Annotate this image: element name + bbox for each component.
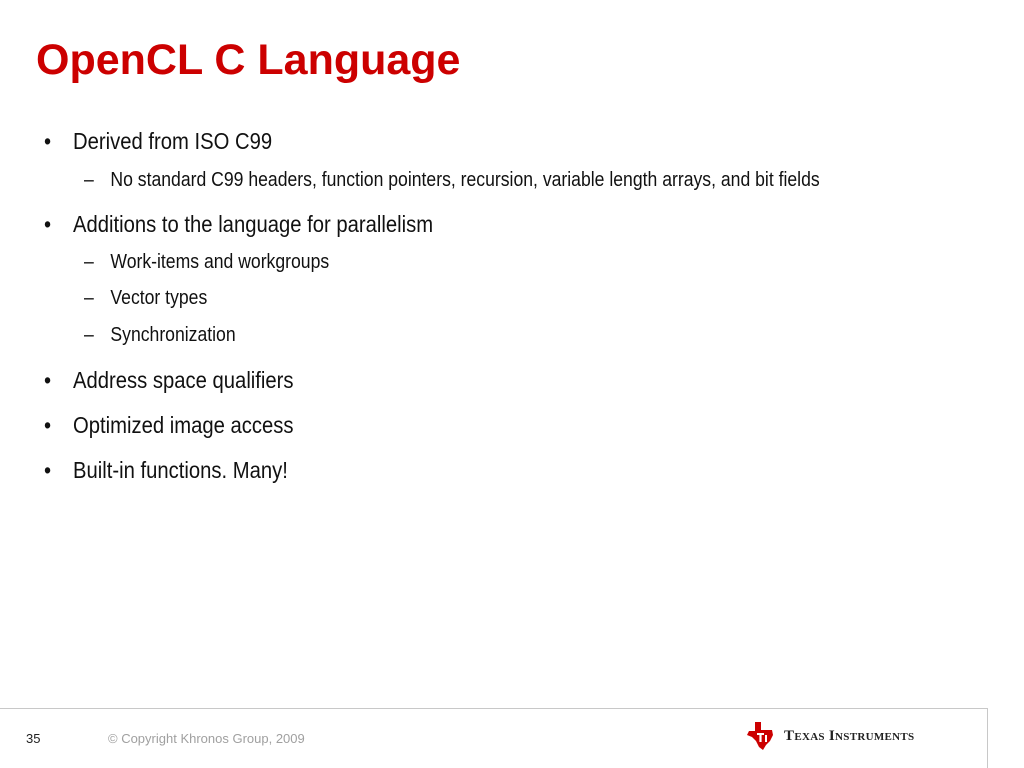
sub-bullet-text: No standard C99 headers, function pointers, recursion, variable length arrays, and bit fields — [110, 169, 820, 191]
bullet-text: Optimized image access — [73, 412, 294, 438]
dash-marker: – — [84, 251, 94, 273]
bullet-marker: • — [44, 457, 52, 483]
bullet-item — [44, 411, 294, 439]
sub-bullet-item — [84, 168, 820, 192]
bullet-text: Additions to the language for parallelism — [73, 211, 434, 237]
page-number: 35 — [26, 731, 41, 746]
sub-bullet-text: Synchronization — [110, 324, 236, 346]
bullet-text: Built-in functions. Many! — [73, 457, 288, 483]
dash-marker: – — [84, 169, 94, 191]
copyright-notice: © Copyright Khronos Group, 2009 — [108, 731, 305, 746]
sub-bullet-item — [84, 323, 236, 347]
bullet-marker: • — [44, 412, 52, 438]
bullet-marker: • — [44, 211, 52, 237]
ti-logo — [746, 720, 914, 752]
dash-marker: – — [84, 287, 94, 309]
sub-bullet-item — [84, 286, 207, 310]
bullet-item — [44, 127, 272, 155]
slide-title: OpenCL C Language — [36, 36, 461, 84]
texas-state-icon — [746, 721, 774, 751]
ti-wordmark: TEXAS INSTRUMENTS — [784, 727, 915, 744]
footer-divider — [0, 708, 988, 709]
bullet-item — [44, 456, 288, 484]
sub-bullet-item — [84, 250, 329, 274]
dash-marker: – — [84, 324, 94, 346]
footer-side-divider — [987, 708, 988, 768]
bullet-marker: • — [44, 128, 52, 154]
sub-bullet-text: Work-items and workgroups — [110, 251, 330, 273]
sub-bullet-text: Vector types — [110, 287, 208, 309]
bullet-item — [44, 366, 294, 394]
bullet-item — [44, 210, 433, 238]
bullet-text: Address space qualifiers — [73, 367, 294, 393]
bullet-text: Derived from ISO C99 — [73, 128, 273, 154]
bullet-marker: • — [44, 367, 52, 393]
